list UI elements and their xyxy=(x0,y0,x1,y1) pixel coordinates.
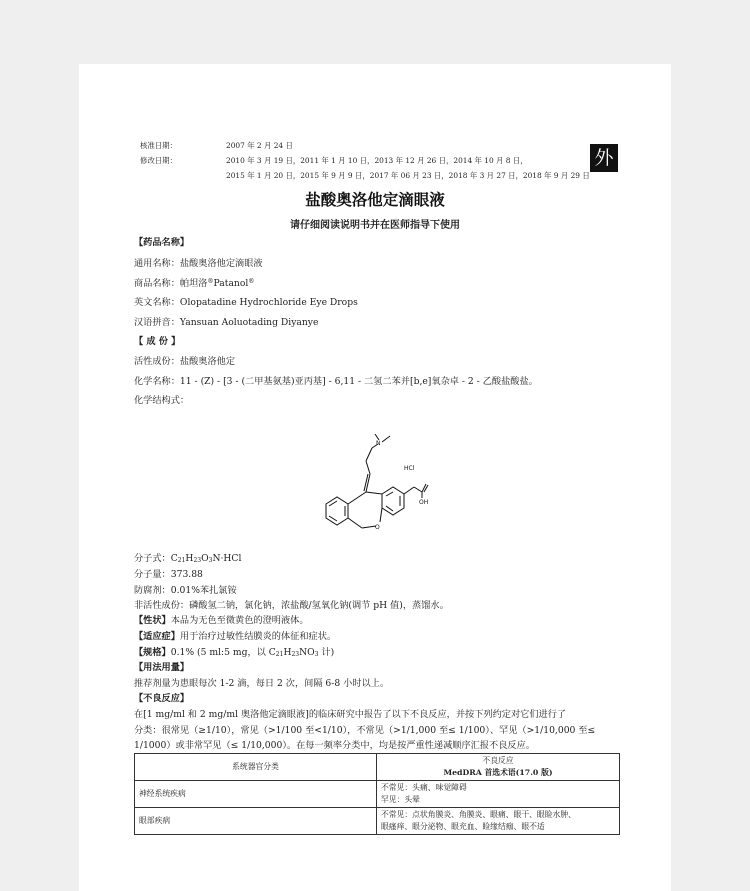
molecular-formula xyxy=(134,552,241,565)
pinyin-name: 汉语拼音：Yansuan Aoluotading Diyanye xyxy=(134,317,319,328)
column-header-organ: 系统器官分类 xyxy=(135,754,377,781)
section-heading-specification: 【规格】 xyxy=(134,647,171,658)
document-title: 盐酸奥洛他定滴眼液 xyxy=(305,191,445,209)
column-header-reaction xyxy=(377,754,620,781)
reaction-cell xyxy=(377,808,620,835)
external-use-badge: 外 xyxy=(590,144,618,172)
trade-name xyxy=(134,277,254,290)
formula-c-count: 21 xyxy=(177,557,186,564)
dosage-text: 推荐剂量为患眼每次 1-2 滴，每日 2 次，间隔 6-8 小时以上。 xyxy=(134,678,390,689)
reaction-cell xyxy=(377,781,620,808)
reaction-line-1: 不常见：点状角膜炎、角膜炎、眼痛、眼干、眼睑水肿、 xyxy=(381,810,576,819)
column-header-reaction-line-1: 不良反应 xyxy=(482,756,514,765)
revision-label: 修改日期： xyxy=(140,156,177,165)
active-ingredient: 活性成份：盐酸奥洛他定 xyxy=(134,356,236,367)
spec-h: H xyxy=(283,647,292,658)
section-heading-properties: 【性状】 xyxy=(134,615,171,626)
table-row xyxy=(135,781,620,808)
section-heading-adverse: 【不良反应】 xyxy=(134,693,190,704)
formula-h-count: 23 xyxy=(193,557,202,564)
adverse-paragraph-2: 分类：很常见（≥1/10），常见（>1/100 至<1/10），不常见（>1/1,000 至≤ 1/100）、罕见（>1/10,000 至≤ xyxy=(134,725,596,736)
spec-end: 计) xyxy=(318,647,335,658)
properties-line xyxy=(134,614,309,627)
inactive-ingredients: 非活性成份：磷酸氢二钠，氯化钠，浓盐酸/氢氧化钠(调节 pH 值)，蒸馏水。 xyxy=(134,600,449,611)
spec-text: 0.1% (5 ml:5 mg，以 C xyxy=(170,647,276,658)
table-header-row xyxy=(135,754,620,781)
trade-name-prefix: 商品名称：帕坦洛 xyxy=(134,278,208,289)
section-heading-drug-name: 【药品名称】 xyxy=(134,237,190,248)
reaction-line-2: 罕见：头晕 xyxy=(381,795,420,804)
reaction-line-2: 眼瘙痒、眼分泌物、眼充血、睑缘结痂、眼不适 xyxy=(381,822,545,831)
formula-prefix: 分子式：C xyxy=(134,553,178,564)
adverse-paragraph-1: 在[1 mg/ml 和 2 mg/ml 奥洛他定滴眼液]的临床研究中报告了以下不良反应，并按下列约定对它们进行了 xyxy=(134,709,567,720)
formula-o: O xyxy=(201,553,209,564)
revision-dates-line-2: 2015 年 1 月 20 日，2015 年 9 月 9 日，2017 年 06 月 23 日，2018 年 3 月 27 日，2018 年 9 月 29 日 xyxy=(226,171,590,180)
hydroxyl-label: OH xyxy=(419,499,429,506)
specification-line xyxy=(134,646,334,659)
properties-text: 本品为无色至微黄色的澄明液体。 xyxy=(170,615,309,626)
generic-name: 通用名称：盐酸奥洛他定滴眼液 xyxy=(134,258,263,269)
adverse-paragraph-3: 1/1000）或非常罕见（≤ 1/10,000）。在每一频率分类中，均是按严重性递减顺序汇报不良反应。 xyxy=(134,740,535,751)
indications-text: 用于治疗过敏性结膜炎的体征和症状。 xyxy=(179,631,337,642)
preservative: 防腐剂：0.01%苯扎氯铵 xyxy=(134,585,237,596)
adverse-reactions-table xyxy=(134,753,620,835)
formula-tail: N·HCl xyxy=(212,553,242,564)
section-heading-indications: 【适应症】 xyxy=(134,631,180,642)
document-subtitle: 请仔细阅读说明书并在医师指导下使用 xyxy=(290,220,460,231)
english-name: 英文名称：Olopatadine Hydrochloride Eye Drops xyxy=(134,297,358,308)
structure-label: 化学结构式： xyxy=(134,395,190,406)
organ-class-cell: 神经系统疾病 xyxy=(135,781,377,808)
formula-h: H xyxy=(185,553,194,564)
approval-label: 核准日期： xyxy=(140,141,177,150)
registered-mark: ® xyxy=(207,278,214,285)
formula-o-count: 3 xyxy=(208,557,213,564)
spec-h-count: 23 xyxy=(291,651,300,658)
chemical-structure-diagram xyxy=(318,434,448,544)
oxygen-atom-label: O xyxy=(375,524,380,531)
section-heading-composition: 【 成 份 】 xyxy=(134,336,181,347)
revision-dates-line-1: 2010 年 3 月 19 日，2011 年 1 月 10 日，2013 年 12 月 26 日，2014 年 10 月 8 日， xyxy=(226,156,528,165)
section-heading-dosage: 【用法用量】 xyxy=(134,662,190,673)
spec-o-count: 3 xyxy=(314,651,319,658)
nitrogen-atom-label: N xyxy=(376,440,381,447)
registered-mark-2: ® xyxy=(248,278,255,285)
organ-class-cell: 眼部疾病 xyxy=(135,808,377,835)
spec-c-count: 21 xyxy=(275,651,284,658)
approval-date: 2007 年 2 月 24 日 xyxy=(226,141,293,150)
table-row xyxy=(135,808,620,835)
chemical-name: 化学名称：11 - (Z) - [3 - (二甲基氨基)亚丙基] - 6,11 - 二氢二苯并[b,e]氧杂卓 - 2 - 乙酸盐酸盐。 xyxy=(134,376,538,387)
trade-brand: Patanol xyxy=(213,278,249,289)
spec-tail: NO xyxy=(299,647,315,658)
reaction-line-1: 不常见：头痛、味觉障碍 xyxy=(381,783,467,792)
molecular-weight: 分子量：373.88 xyxy=(134,569,203,580)
indications-line xyxy=(134,630,336,643)
structure-hcl-label: HCl xyxy=(404,465,415,472)
column-header-reaction-line-2: MedDRA 首选术语(17.0 版) xyxy=(443,768,553,777)
